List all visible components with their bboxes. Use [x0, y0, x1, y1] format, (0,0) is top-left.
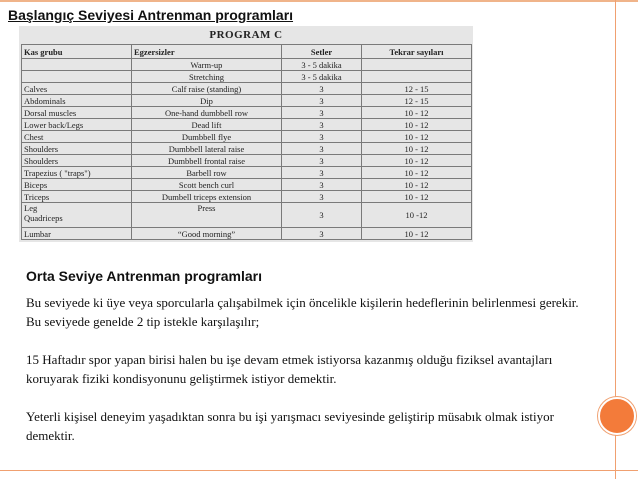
cell-exercise: Warm-up — [132, 59, 282, 71]
table-row — [22, 143, 472, 155]
cell-exercise: Dumbbell frontal raise — [132, 155, 282, 167]
workout-table — [21, 44, 472, 240]
cell-exercise: Stretching — [132, 71, 282, 83]
cell-reps: 10 - 12 — [362, 131, 472, 143]
cell-sets: 3 — [282, 131, 362, 143]
table-row — [22, 131, 472, 143]
table-row — [22, 191, 472, 203]
cell-exercise: Scott bench curl — [132, 179, 282, 191]
cell-sets: 3 - 5 dakika — [282, 71, 362, 83]
header-muscle-group: Kas grubu — [22, 45, 132, 59]
table-row — [22, 83, 472, 95]
cell-sets: 3 — [282, 143, 362, 155]
table-row — [22, 107, 472, 119]
cell-sets: 3 — [282, 228, 362, 240]
paragraph: Yeterli kişisel deneyim yaşadıktan sonra bu işi yarışmacı seviyesinde geliştirip müsabık olmak istiyor demektir. — [26, 409, 554, 443]
cell-exercise: Dumbell triceps extension — [132, 191, 282, 203]
cell-reps: 10 -12 — [362, 203, 472, 228]
cell-sets: 3 — [282, 107, 362, 119]
paragraph: Bu seviyede ki üye veya sporcularla çalışabilmek için öncelikle kişilerin hedeflerinin belirlenmesi gerekir. Bu seviyede genelde 2 tip istekle karşılaşılır; — [26, 295, 579, 329]
cell-muscle-group: Lumbar — [22, 228, 132, 240]
table-row — [22, 155, 472, 167]
cell-muscle-group: Shoulders — [22, 143, 132, 155]
cell-reps: 10 - 12 — [362, 107, 472, 119]
cell-exercise: Dumbbell lateral raise — [132, 143, 282, 155]
top-border-line — [0, 0, 638, 2]
cell-reps: 12 - 15 — [362, 83, 472, 95]
cell-sets: 3 — [282, 119, 362, 131]
cell-sets: 3 — [282, 203, 362, 228]
cell-muscle-group: Shoulders — [22, 155, 132, 167]
table-row — [22, 167, 472, 179]
cell-muscle-group: Biceps — [22, 179, 132, 191]
cell-reps: 10 - 12 — [362, 155, 472, 167]
cell-sets: 3 — [282, 191, 362, 203]
cell-reps — [362, 59, 472, 71]
cell-reps: 10 - 12 — [362, 143, 472, 155]
cell-exercise: Dip — [132, 95, 282, 107]
cell-muscle-group: Trapezius ( "traps") — [22, 167, 132, 179]
paragraph: 15 Haftadır spor yapan birisi halen bu işe devam etmek istiyorsa kazanmış olduğu fiziksel avantajları koruyarak fiziki kondisyonunu geliştirmek istiyor demektir. — [26, 352, 553, 386]
cell-sets: 3 — [282, 83, 362, 95]
cell-exercise: Calf raise (standing) — [132, 83, 282, 95]
cell-muscle-group: Calves — [22, 83, 132, 95]
program-c-title: PROGRAM C — [209, 29, 283, 41]
cell-exercise: Dead lift — [132, 119, 282, 131]
cell-sets: 3 — [282, 95, 362, 107]
table-row — [22, 228, 472, 240]
table-header-row — [22, 45, 472, 59]
bottom-border-line — [0, 470, 638, 471]
cell-reps — [362, 71, 472, 83]
cell-exercise: Barbell row — [132, 167, 282, 179]
cell-reps: 10 - 12 — [362, 179, 472, 191]
table-row — [22, 179, 472, 191]
beginner-program-title: Başlangıç Seviyesi Antrenman programları — [8, 7, 294, 23]
cell-sets: 3 — [282, 167, 362, 179]
header-exercises: Egzersizler — [132, 45, 282, 59]
decorative-circle — [598, 397, 636, 435]
intermediate-program-title: Orta Seviye Antrenman programları — [26, 268, 263, 284]
cell-sets: 3 — [282, 179, 362, 191]
table-row — [22, 95, 472, 107]
table-row — [22, 59, 472, 71]
cell-exercise: Dumbbell flye — [132, 131, 282, 143]
cell-muscle-group — [22, 203, 132, 228]
cell-muscle-group: Chest — [22, 131, 132, 143]
cell-muscle-group: Dorsal muscles — [22, 107, 132, 119]
intermediate-description — [26, 293, 586, 464]
cell-muscle-group: Triceps — [22, 191, 132, 203]
table-row — [22, 203, 472, 228]
muscle-line: Quadriceps — [24, 213, 63, 223]
cell-muscle-group: Lower back/Legs — [22, 119, 132, 131]
table-row — [22, 71, 472, 83]
table-row — [22, 119, 472, 131]
cell-reps: 12 - 15 — [362, 95, 472, 107]
cell-exercise: Press — [132, 203, 282, 228]
muscle-line: Leg — [24, 203, 38, 213]
cell-reps: 10 - 12 — [362, 228, 472, 240]
cell-sets: 3 - 5 dakika — [282, 59, 362, 71]
cell-sets: 3 — [282, 155, 362, 167]
cell-reps: 10 - 12 — [362, 191, 472, 203]
header-reps: Tekrar sayıları — [362, 45, 472, 59]
cell-exercise: One-hand dumbbell row — [132, 107, 282, 119]
cell-reps: 10 - 12 — [362, 119, 472, 131]
cell-muscle-group — [22, 59, 132, 71]
cell-muscle-group: Abdominals — [22, 95, 132, 107]
cell-muscle-group — [22, 71, 132, 83]
cell-reps: 10 - 12 — [362, 167, 472, 179]
program-c-table-image — [19, 26, 473, 242]
header-sets: Setler — [282, 45, 362, 59]
cell-exercise: “Good morning” — [132, 228, 282, 240]
